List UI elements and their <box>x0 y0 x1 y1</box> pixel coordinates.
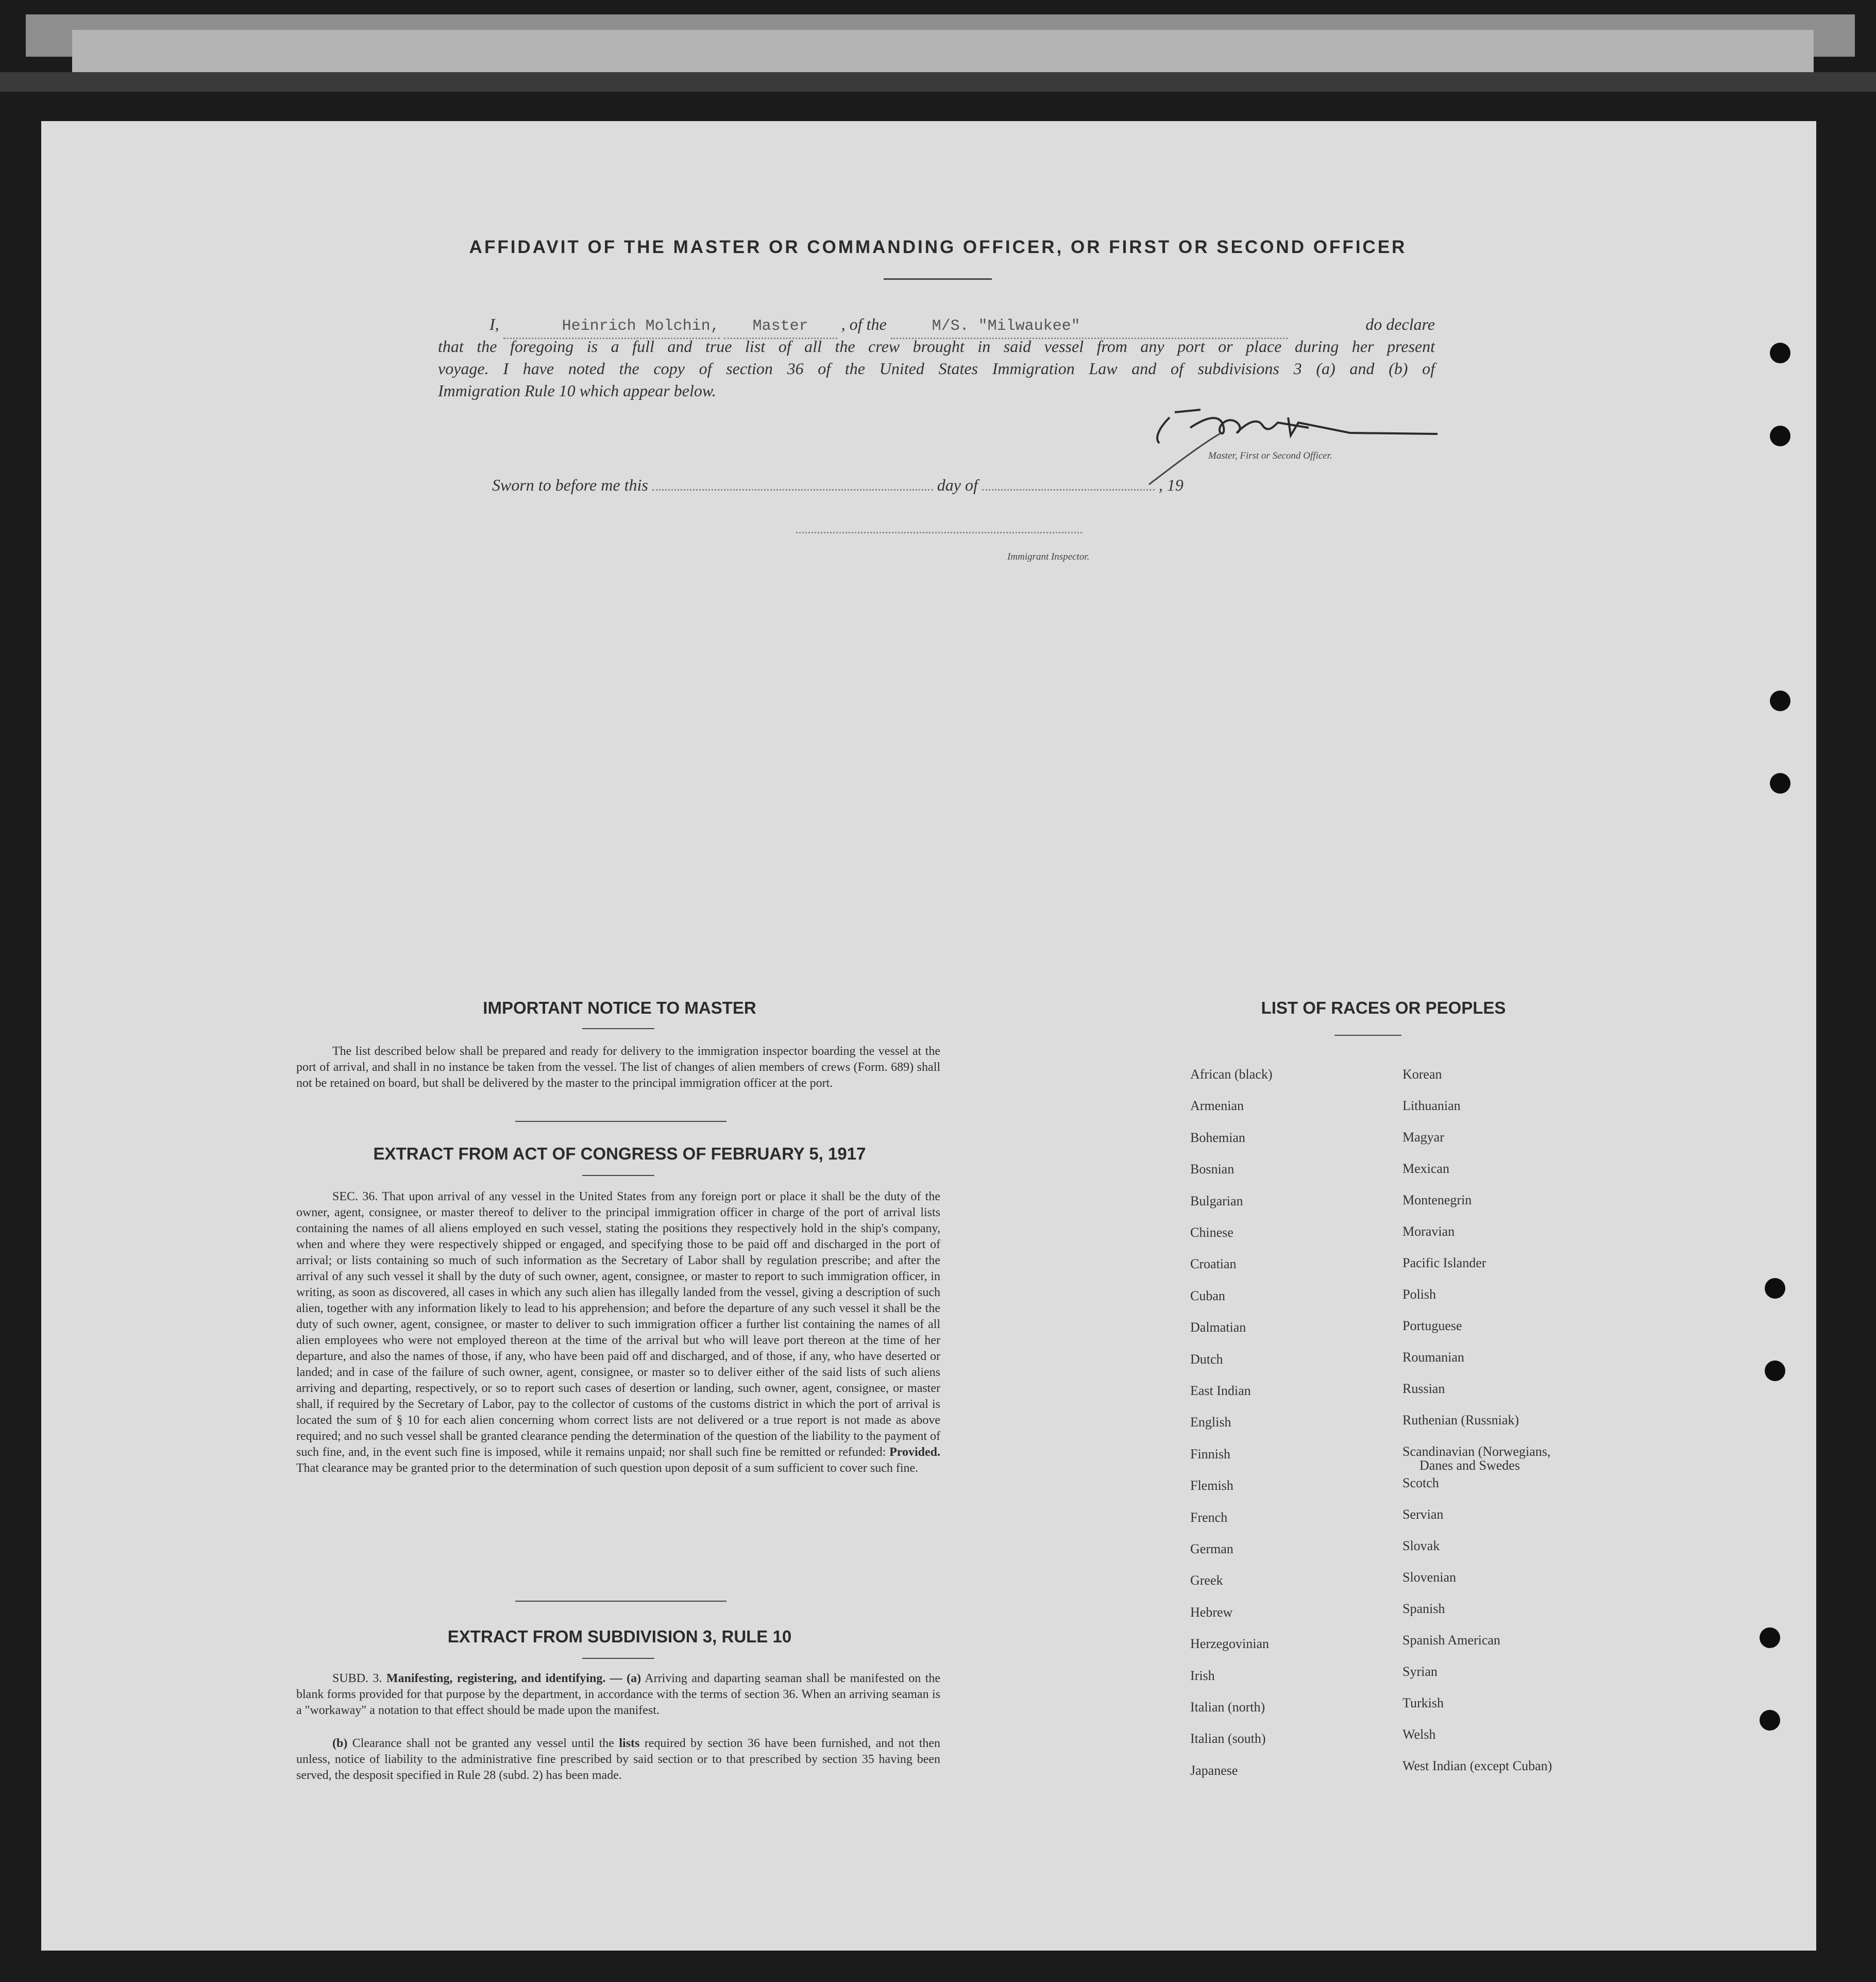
punch-hole <box>1770 773 1790 794</box>
race-item: Danes and Swedes <box>1419 1458 1520 1473</box>
race-item: German <box>1190 1541 1233 1556</box>
race-item: Scotch <box>1402 1475 1439 1490</box>
subd-b-text-1: Clearance shall not be granted any vessel until the <box>352 1737 614 1750</box>
race-item: Herzegovinian <box>1190 1636 1270 1652</box>
race-item: Pacific Islander <box>1402 1255 1486 1270</box>
prefix-text: I, <box>489 315 499 333</box>
race-item: Slovak <box>1402 1538 1440 1553</box>
title-rule <box>884 278 992 280</box>
race-item: Polish <box>1402 1287 1436 1302</box>
inspector-caption: Immigrant Inspector. <box>1007 551 1090 562</box>
race-item: Lithuanian <box>1402 1098 1461 1113</box>
punch-hole <box>1770 426 1790 446</box>
inspector-line <box>796 532 1082 533</box>
rule-title: EXTRACT FROM SUBDIVISION 3, RULE 10 <box>447 1627 792 1646</box>
subd-a-text: Arriving and daparting seaman shall be manifested on the blank forms provided for that purpose by the department, in accordance with the terms of section 36. When an arriving seaman is a "workaway" a notation to that effect should be made upon the manifest. <box>296 1672 941 1717</box>
races-title: LIST OF RACES OR PEOPLES <box>1261 998 1506 1017</box>
race-item: East Indian <box>1190 1383 1251 1398</box>
race-item: Magyar <box>1402 1130 1444 1145</box>
act-body: SEC. 36. That upon arrival of any vessel in the United States from any foreign port or place it shall be the duty of the owner, agent, consignee, or master thereof to deliver to the principal immigration officer in charge of the port of arrival lists containing the names of all aliens employed en such vessel, stating the positions they respectively hold in the ship's company, when and where they were respectively shipped or engaged, and specifying those to be paid off and discharged in the port of arrival; or lists containing so much of such information as the Secretary of Labor shall by regulation prescribe; and after the arrival of any such vessel it shall by the duty of such owner, agent, consignee, or master to report to such immigration officer, in writing, as soon as discovered, all cases in which any such alien has illegally landed from the vessel, giving a description of such alien, together with any information likely to lead to his apprehension; and before the departure of any such vessel it shall be the duty of such owner, agent, consignee, or master to deliver to such immigration officer a further list containing the names of all alien employees who were not employed thereon at the time of the arrival but who will leave port thereon at the time of her departure, and also the names of those, if any, who have been paid off and discharged, and of those, if any, who have deserted or landed; and in case of the failure of such owner, agent, consignee, or master so to deliver either of the said lists of such aliens arriving and departing, respectively, or so to report such cases of desertion or landing, such owner, agent, consignee, or master shall, if required by the Secretary of Labor, pay to the collector of customs of the customs district in which the port of arrival is located the sum of § 10 for each alien concerning whom correct lists are not delivered or a true report is not made as above required; and no such vessel shall be granted clearance pending the determination of the question of the liability to the payment of such fine, and, in the event such fine is imposed, while it remains unpaid; nor shall such fine be remitted or refunded: <box>296 1190 940 1459</box>
race-item: Moravian <box>1402 1224 1455 1239</box>
sworn-month-field <box>982 489 1155 491</box>
race-item: Welsh <box>1402 1727 1436 1742</box>
act-text <box>296 1189 940 1476</box>
race-item: Syrian <box>1402 1664 1438 1679</box>
rank-value: Master <box>752 317 808 335</box>
affidavit-line-4: Immigration Rule 10 which appear below. <box>438 381 716 400</box>
signature-caption: Master, First or Second Officer. <box>1208 450 1332 461</box>
affidavit-title: AFFIDAVIT OF THE MASTER OR COMMANDING OFFICER, OR FIRST OR SECOND OFFICER <box>469 237 1407 257</box>
provided-label: Provided. <box>889 1446 941 1459</box>
race-item: Dalmatian <box>1190 1320 1246 1335</box>
race-item: Slovenian <box>1402 1570 1456 1585</box>
race-item: Greek <box>1190 1573 1223 1588</box>
race-item: Chinese <box>1190 1225 1233 1240</box>
race-item: African (black) <box>1190 1067 1273 1082</box>
affidavit-line-3: voyage. I have noted the copy of section 36 of the United States Immigration Law and of subdivisions 3 (a) and (b) of <box>438 359 1435 378</box>
punch-hole <box>1770 343 1790 363</box>
punch-hole <box>1765 1360 1785 1381</box>
race-item: Portuguese <box>1402 1318 1462 1333</box>
race-item: Bulgarian <box>1190 1193 1243 1208</box>
race-item: Flemish <box>1190 1478 1233 1493</box>
rule-text-a <box>296 1671 940 1719</box>
race-item: Irish <box>1190 1668 1215 1683</box>
race-item: Armenian <box>1190 1098 1244 1114</box>
punch-hole <box>1760 1627 1780 1648</box>
of-the-text: , of the <box>841 315 887 333</box>
race-item: Bohemian <box>1190 1130 1245 1145</box>
punch-hole <box>1765 1278 1785 1299</box>
race-item: Cuban <box>1190 1288 1225 1303</box>
name-value: Heinrich Molchin, <box>562 317 720 335</box>
race-item: Hebrew <box>1190 1604 1233 1620</box>
notice-title: IMPORTANT NOTICE TO MASTER <box>483 998 756 1017</box>
subd-b-label: (b) <box>332 1737 348 1750</box>
punch-hole <box>1760 1710 1780 1731</box>
race-item: Ruthenian (Russniak) <box>1402 1413 1519 1427</box>
race-item: Croatian <box>1190 1256 1237 1272</box>
act-divider <box>515 1601 726 1602</box>
race-item: Scandinavian (Norwegians, <box>1402 1444 1551 1459</box>
races-rule <box>1334 1035 1401 1036</box>
subd-b-text-2: required by section 36 have been furnished, and not then unless, notice of liability to the administrative fine prescribed by said section or to that prescribed by section 35 having been served, the desposit specified in Rule 28 (subd. 2) has been made. <box>296 1737 941 1782</box>
race-item: English <box>1190 1415 1231 1430</box>
sworn-day-field <box>652 489 933 491</box>
race-item: Russian <box>1402 1381 1445 1396</box>
rule-text-b <box>296 1736 940 1784</box>
race-item: Finnish <box>1190 1446 1231 1462</box>
film-edge-shadow <box>0 72 1876 92</box>
race-item: Servian <box>1402 1507 1444 1522</box>
race-item: West Indian (except Cuban) <box>1402 1758 1552 1773</box>
notice-text: The list described below shall be prepared and ready for delivery to the immigration inspector boarding the vessel at the port of arrival, and shall in no instance be taken from the vessel. The list of changes of alien members of crews (Form. 689) shall not be retained on board, but shall be delivered by the master to the principal immigration officer at the port. <box>296 1045 940 1090</box>
subd-a-label: — (a) <box>610 1672 641 1685</box>
notice-divider <box>515 1121 726 1122</box>
race-item: Roumanian <box>1402 1350 1464 1365</box>
race-item: Italian (south) <box>1190 1731 1266 1746</box>
notice-rule <box>582 1028 654 1029</box>
sworn-text: Sworn to before me this <box>492 476 648 494</box>
lists-word: lists <box>619 1737 640 1750</box>
day-of-text: day of <box>937 476 978 494</box>
act-title: EXTRACT FROM ACT OF CONGRESS OF FEBRUARY 5, 1917 <box>373 1144 866 1163</box>
punch-hole <box>1770 691 1790 711</box>
race-item: Japanese <box>1190 1762 1238 1778</box>
race-item: Dutch <box>1190 1351 1223 1367</box>
race-item: Turkish <box>1402 1695 1444 1710</box>
act-rule <box>582 1175 654 1176</box>
rule-rule <box>582 1658 654 1659</box>
race-item: Montenegrin <box>1402 1192 1472 1207</box>
race-item: Mexican <box>1402 1161 1449 1176</box>
year-text: , 19 <box>1158 476 1184 494</box>
race-item: Spanish <box>1402 1601 1445 1616</box>
affidavit-line-2: that the foregoing is a full and true list of all the crew brought in said vessel from any port or place during her present <box>438 337 1435 356</box>
act-body-end: That clearance may be granted prior to the determination of such question upon deposit of a sum sufficient to cover such fine. <box>296 1462 919 1475</box>
subd-heading: Manifesting, registering, and identifying. <box>386 1672 606 1685</box>
race-item: Spanish American <box>1402 1633 1500 1648</box>
sworn-line <box>492 474 1265 496</box>
vessel-value: M/S. "Milwaukee" <box>932 317 1080 335</box>
do-declare-text: do declare <box>1365 315 1435 333</box>
race-item: Italian (north) <box>1190 1700 1265 1715</box>
race-item: Bosnian <box>1190 1162 1235 1177</box>
race-item: French <box>1190 1509 1228 1525</box>
subd-label: SUBD. 3. <box>332 1672 382 1685</box>
race-item: Korean <box>1402 1067 1442 1082</box>
